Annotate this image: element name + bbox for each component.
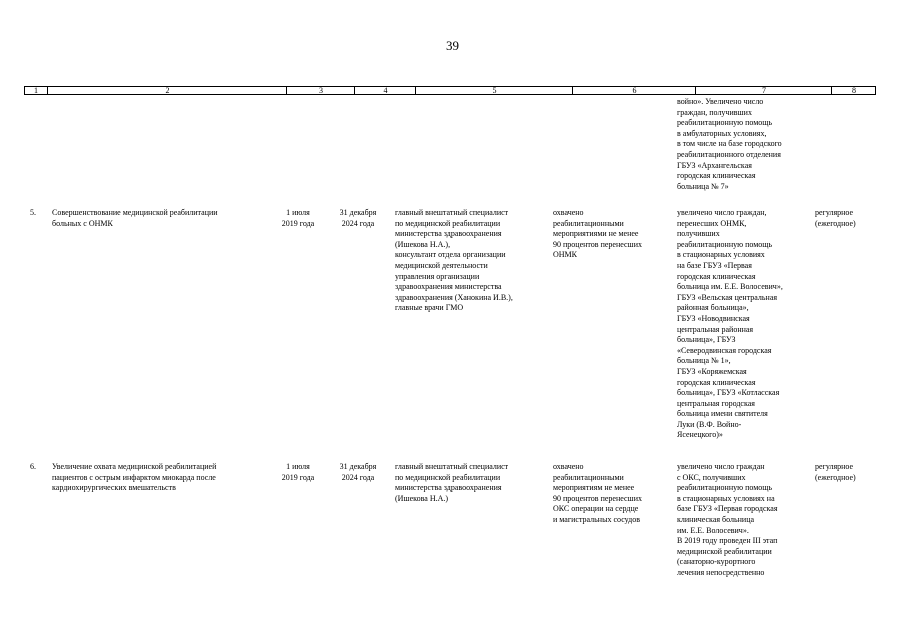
text-line: здравоохранения министерства <box>395 282 502 292</box>
text-line: Увеличение охвата медицинской реабилитацией <box>52 462 217 471</box>
text-line: ГБУЗ «Новодвинская <box>677 313 750 323</box>
text-line: больница им. Е.Е. Волосевич», <box>677 282 783 292</box>
text-line: граждан, получивших <box>677 107 752 117</box>
measure-name-cell <box>52 462 216 494</box>
text-line: медицинской деятельности <box>395 260 488 270</box>
text-line: 2019 года <box>281 218 315 228</box>
text-line: кардиохирургических вмешательств <box>52 483 176 493</box>
text-line: 2024 года <box>341 218 375 228</box>
text-line: ГБУЗ «Архангельская <box>677 160 752 170</box>
text-line: (Ишекова Н.А.) <box>395 493 449 503</box>
responsible-cell <box>395 462 508 504</box>
indicator-cell <box>553 208 642 261</box>
header-col-3: 3 <box>286 87 355 94</box>
text-line: (ежегодное) <box>815 472 856 482</box>
header-col-2: 2 <box>47 87 287 94</box>
text-line: главный внештатный специалист <box>395 462 509 471</box>
text-line: 2019 года <box>281 472 315 482</box>
text-line: им. Е.Е. Волосевич». <box>677 525 749 535</box>
result-cell <box>677 208 783 441</box>
text-line: больница № 1», <box>677 356 731 366</box>
text-line: реабилитационную помощь <box>677 118 773 128</box>
text-line: больница имени святителя <box>677 409 768 419</box>
start-date-cell <box>268 462 328 483</box>
text-line: в том числе на базе городского <box>677 139 782 149</box>
text-line: городская клиническая <box>677 171 756 181</box>
text-line: больница», ГБУЗ <box>677 335 736 345</box>
start-date-cell <box>268 208 328 229</box>
text-line: ГБУЗ «Вельская центральная <box>677 292 778 302</box>
text-line: медицинской реабилитации <box>677 546 772 556</box>
text-line: и магистральных сосудов <box>553 514 641 524</box>
periodicity-cell <box>815 208 856 229</box>
text-line: мероприятиям не менее <box>553 483 635 493</box>
periodicity-cell <box>815 462 856 483</box>
text-line: охвачено <box>553 462 584 471</box>
text-line: на базе ГБУЗ «Первая <box>677 260 752 270</box>
text-line: реабилитационного отделения <box>677 149 781 159</box>
text-line: ОКС операции на сердце <box>553 504 639 514</box>
text-line: Ясенецкого)» <box>677 430 723 440</box>
text-line: больница», ГБУЗ «Котласская <box>677 388 780 398</box>
text-line: В 2019 году проведен III этап <box>677 536 778 546</box>
text-line: с ОКС, получивших <box>677 472 746 482</box>
header-col-4: 4 <box>354 87 416 94</box>
text-line: «Северодвинская городская <box>677 345 772 355</box>
text-line: в стационарных условиях <box>677 250 765 260</box>
text-line: в стационарных условиях на <box>677 493 775 503</box>
end-date-cell <box>330 462 386 483</box>
text-line: (ежегодное) <box>815 218 856 228</box>
indicator-cell <box>553 462 642 526</box>
header-col-8: 8 <box>831 87 876 94</box>
text-line: городская клиническая <box>677 377 756 387</box>
text-line: больных с ОНМК <box>52 218 113 228</box>
text-line: лечения непосредственно <box>677 567 765 577</box>
text-line: реабилитационную помощь <box>677 239 773 249</box>
text-line: Совершенствование медицинской реабилитации <box>52 208 218 217</box>
text-line: 1 июля <box>286 462 310 471</box>
text-line: клиническая больница <box>677 514 755 524</box>
text-line: здравоохранения (Ханокина И.В.), <box>395 292 513 302</box>
text-line: войно». Увеличено число <box>677 97 764 106</box>
row-number: 6. <box>30 462 36 471</box>
continuation-result-cell <box>677 97 782 192</box>
text-line: в амбулаторных условиях, <box>677 128 767 138</box>
text-line: (Ишекова Н.А.), <box>395 239 451 249</box>
table-header-row <box>24 86 876 95</box>
text-line: ГБУЗ «Коряжемская <box>677 366 747 376</box>
header-col-1: 1 <box>34 86 38 95</box>
text-line: базе ГБУЗ «Первая городская <box>677 504 778 514</box>
text-line: 90 процентов перенесших <box>553 493 642 503</box>
text-line: министерства здравоохранения <box>395 229 502 239</box>
text-line: перенесших ОНМК, <box>677 218 747 228</box>
text-line: главные врачи ГМО <box>395 303 464 313</box>
text-line: охвачено <box>553 208 584 217</box>
text-line: больница № 7» <box>677 181 729 191</box>
text-line: мероприятиями не менее <box>553 229 639 239</box>
text-line: увеличено число граждан <box>677 462 765 471</box>
responsible-cell <box>395 208 513 314</box>
text-line: пациентов с острым инфарктом миокарда после <box>52 472 216 482</box>
text-line: 31 декабря <box>339 462 377 471</box>
text-line: управления организации <box>395 271 480 281</box>
text-line: 31 декабря <box>339 208 377 217</box>
text-line: городская клиническая <box>677 271 756 281</box>
text-line: увеличено число граждан, <box>677 208 767 217</box>
header-col-7: 7 <box>695 87 832 94</box>
text-line: реабилитационную помощь <box>677 483 773 493</box>
text-line: 90 процентов перенесших <box>553 239 642 249</box>
text-line: реабилитационными <box>553 218 624 228</box>
text-line: центральная городская <box>677 398 755 408</box>
header-col-6: 6 <box>572 87 696 94</box>
row-number: 5. <box>30 208 36 217</box>
measure-name-cell <box>52 208 218 229</box>
text-line: главный внештатный специалист <box>395 208 509 217</box>
text-line: министерства здравоохранения <box>395 483 502 493</box>
text-line: по медицинской реабилитации <box>395 218 501 228</box>
header-col-5: 5 <box>415 87 573 94</box>
text-line: реабилитационными <box>553 472 624 482</box>
text-line: 1 июля <box>286 208 310 217</box>
end-date-cell <box>330 208 386 229</box>
text-line: регулярное <box>815 208 854 217</box>
text-line: по медицинской реабилитации <box>395 472 501 482</box>
text-line: (санаторно-курортного <box>677 557 756 567</box>
text-line: получивших <box>677 229 720 239</box>
text-line: 2024 года <box>341 472 375 482</box>
text-line: центральная районная <box>677 324 754 334</box>
text-line: консультант отдела организации <box>395 250 506 260</box>
text-line: Луки (В.Ф. Войно- <box>677 419 742 429</box>
text-line: районная больница», <box>677 303 749 313</box>
result-cell <box>677 462 778 579</box>
page-number: 39 <box>446 38 459 53</box>
text-line: регулярное <box>815 462 854 471</box>
text-line: ОНМК <box>553 250 578 260</box>
